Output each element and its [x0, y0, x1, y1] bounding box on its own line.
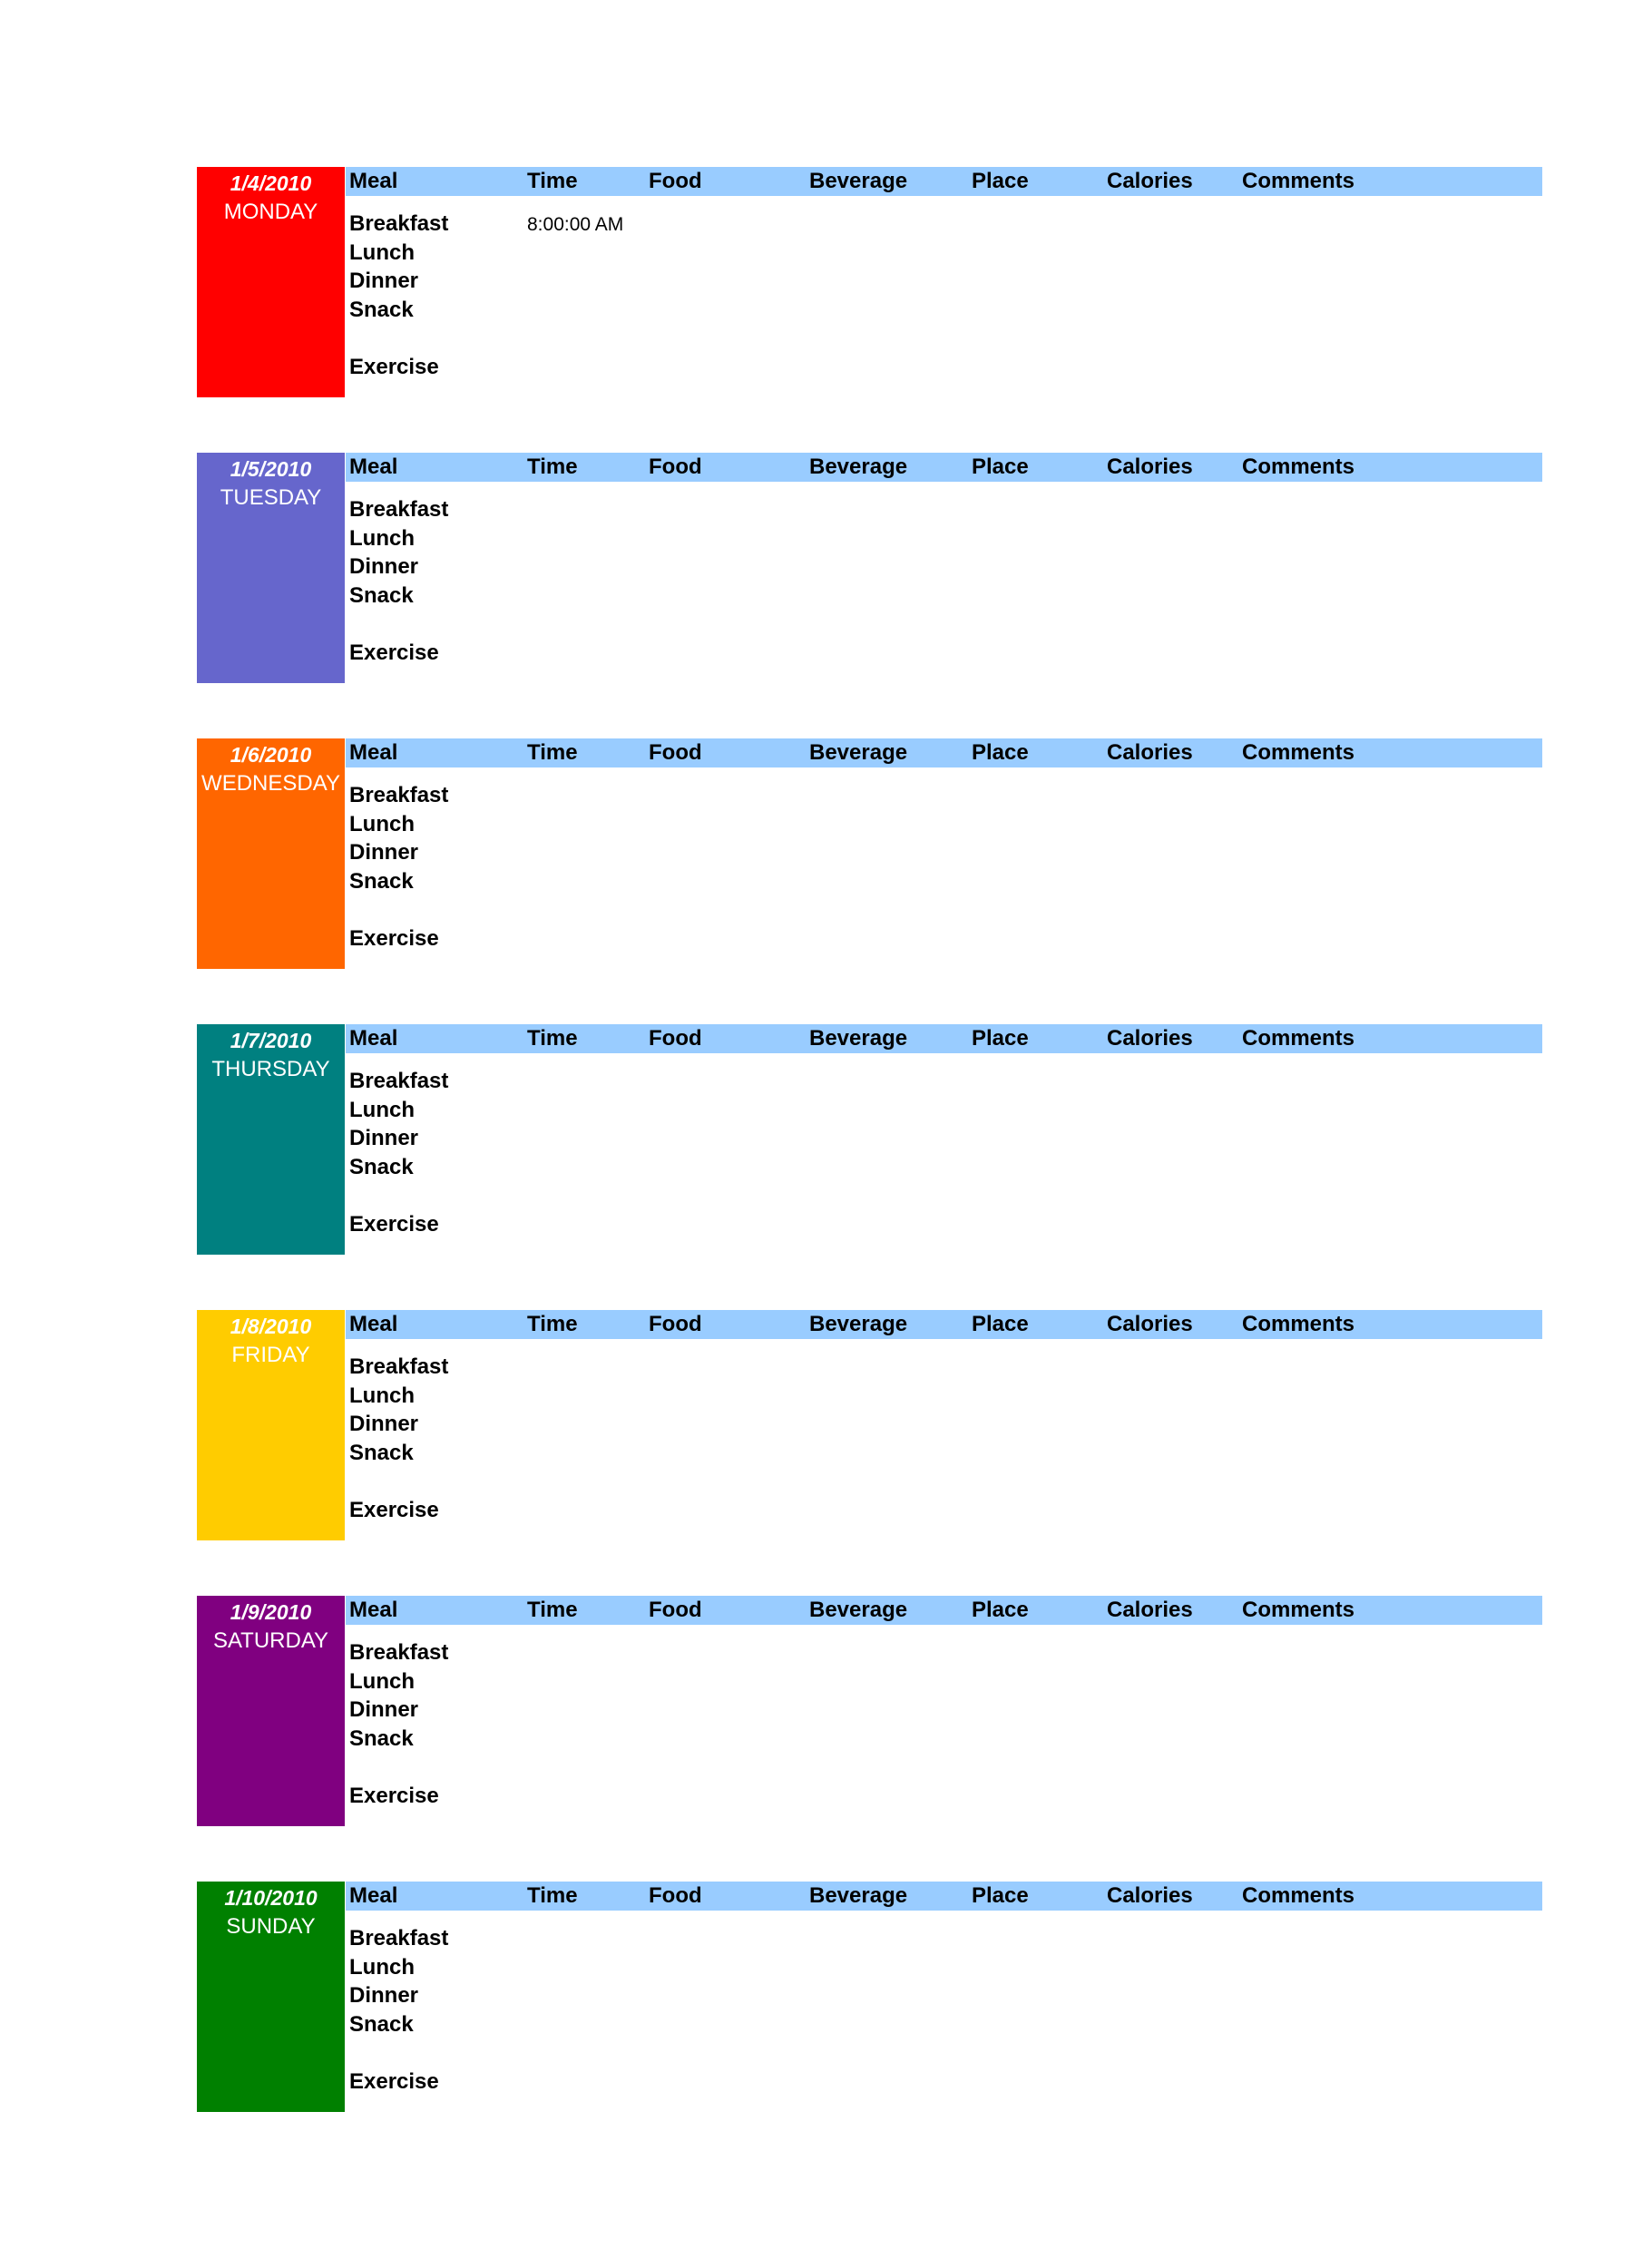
day-date: 1/4/2010: [230, 171, 312, 195]
row-dinner[interactable]: Dinner: [349, 1697, 419, 1722]
header-comments: Comments: [1242, 455, 1355, 479]
header-place: Place: [972, 1026, 1029, 1051]
header-comments: Comments: [1242, 169, 1355, 193]
header-time: Time: [527, 740, 578, 765]
column-header-row: [346, 1882, 1542, 1911]
day-date: 1/7/2010: [230, 1029, 312, 1052]
row-lunch[interactable]: Lunch: [349, 526, 415, 551]
row-snack[interactable]: Snack: [349, 2012, 414, 2037]
header-meal: Meal: [349, 1026, 398, 1051]
day-name: MONDAY: [223, 200, 318, 224]
day-cell[interactable]: [197, 1882, 345, 2112]
day-name: WEDNESDAY: [201, 771, 340, 796]
header-beverage: Beverage: [809, 1598, 908, 1622]
header-beverage: Beverage: [809, 169, 908, 193]
row-lunch[interactable]: Lunch: [349, 1955, 415, 1980]
row-dinner[interactable]: Dinner: [349, 1412, 419, 1436]
day-date: 1/6/2010: [230, 743, 312, 767]
row-exercise[interactable]: Exercise: [349, 1212, 439, 1237]
row-breakfast[interactable]: Breakfast: [349, 1926, 449, 1950]
header-comments: Comments: [1242, 1598, 1355, 1622]
row-breakfast[interactable]: Breakfast: [349, 1640, 449, 1665]
header-food: Food: [649, 455, 702, 479]
column-header-row: [346, 167, 1542, 196]
row-breakfast[interactable]: Breakfast: [349, 497, 449, 522]
row-lunch[interactable]: Lunch: [349, 240, 415, 265]
header-beverage: Beverage: [809, 1883, 908, 1908]
header-calories: Calories: [1107, 455, 1193, 479]
row-exercise[interactable]: Exercise: [349, 926, 439, 951]
header-comments: Comments: [1242, 740, 1355, 765]
header-calories: Calories: [1107, 1598, 1193, 1622]
day-name: THURSDAY: [211, 1057, 330, 1081]
row-breakfast[interactable]: Breakfast: [349, 1069, 449, 1093]
header-beverage: Beverage: [809, 1312, 908, 1336]
breakfast-time-cell[interactable]: 8:00:00 AM: [527, 214, 624, 235]
row-exercise[interactable]: Exercise: [349, 2069, 439, 2094]
header-food: Food: [649, 1026, 702, 1051]
header-calories: Calories: [1107, 1026, 1193, 1051]
header-calories: Calories: [1107, 169, 1193, 193]
header-place: Place: [972, 1883, 1029, 1908]
header-calories: Calories: [1107, 740, 1193, 765]
header-meal: Meal: [349, 1883, 398, 1908]
day-name: SUNDAY: [226, 1914, 316, 1939]
day-date: 1/9/2010: [230, 1600, 312, 1624]
row-dinner[interactable]: Dinner: [349, 840, 419, 865]
header-beverage: Beverage: [809, 740, 908, 765]
header-food: Food: [649, 1312, 702, 1336]
header-place: Place: [972, 740, 1029, 765]
row-snack[interactable]: Snack: [349, 1726, 414, 1751]
header-place: Place: [972, 169, 1029, 193]
row-snack[interactable]: Snack: [349, 298, 414, 322]
day-cell[interactable]: [197, 738, 345, 969]
header-place: Place: [972, 1312, 1029, 1336]
header-comments: Comments: [1242, 1026, 1355, 1051]
header-time: Time: [527, 1598, 578, 1622]
day-name: SATURDAY: [212, 1628, 329, 1653]
day-block-tuesday: [197, 453, 1542, 683]
day-name: FRIDAY: [231, 1343, 310, 1367]
column-header-row: [346, 1310, 1542, 1339]
row-dinner[interactable]: Dinner: [349, 1983, 419, 2008]
header-food: Food: [649, 740, 702, 765]
header-meal: Meal: [349, 1312, 398, 1336]
row-lunch[interactable]: Lunch: [349, 812, 415, 836]
header-meal: Meal: [349, 740, 398, 765]
header-time: Time: [527, 455, 578, 479]
column-header-row: [346, 1596, 1542, 1625]
header-meal: Meal: [349, 455, 398, 479]
row-breakfast[interactable]: Breakfast: [349, 783, 449, 807]
row-lunch[interactable]: Lunch: [349, 1383, 415, 1408]
day-cell[interactable]: [197, 1024, 345, 1255]
row-snack[interactable]: Snack: [349, 583, 414, 608]
day-date: 1/10/2010: [224, 1886, 318, 1910]
row-lunch[interactable]: Lunch: [349, 1098, 415, 1122]
day-cell[interactable]: [197, 453, 345, 683]
header-calories: Calories: [1107, 1312, 1193, 1336]
row-snack[interactable]: Snack: [349, 869, 414, 894]
row-lunch[interactable]: Lunch: [349, 1669, 415, 1694]
row-exercise[interactable]: Exercise: [349, 1784, 439, 1808]
column-header-row: [346, 453, 1542, 482]
header-food: Food: [649, 169, 702, 193]
row-breakfast[interactable]: Breakfast: [349, 211, 449, 236]
header-beverage: Beverage: [809, 1026, 908, 1051]
header-comments: Comments: [1242, 1312, 1355, 1336]
day-cell[interactable]: [197, 1310, 345, 1540]
column-header-row: [346, 738, 1542, 767]
header-food: Food: [649, 1883, 702, 1908]
header-beverage: Beverage: [809, 455, 908, 479]
row-dinner[interactable]: Dinner: [349, 269, 419, 293]
column-header-row: [346, 1024, 1542, 1053]
header-meal: Meal: [349, 169, 398, 193]
header-time: Time: [527, 1312, 578, 1336]
row-dinner[interactable]: Dinner: [349, 1126, 419, 1150]
header-comments: Comments: [1242, 1883, 1355, 1908]
header-place: Place: [972, 455, 1029, 479]
day-date: 1/8/2010: [230, 1315, 312, 1338]
header-time: Time: [527, 169, 578, 193]
header-time: Time: [527, 1026, 578, 1051]
day-date: 1/5/2010: [230, 457, 312, 481]
header-time: Time: [527, 1883, 578, 1908]
day-block-wednesday: [197, 738, 1542, 969]
day-cell[interactable]: [197, 1596, 345, 1826]
day-cell[interactable]: [197, 167, 345, 397]
row-breakfast[interactable]: Breakfast: [349, 1354, 449, 1379]
row-exercise[interactable]: Exercise: [349, 1498, 439, 1522]
day-name: TUESDAY: [220, 485, 322, 510]
row-exercise[interactable]: Exercise: [349, 355, 439, 379]
day-block-thursday: [197, 1024, 1542, 1255]
day-block-friday: [197, 1310, 1542, 1540]
day-block-monday: [197, 167, 1542, 397]
header-meal: Meal: [349, 1598, 398, 1622]
day-block-sunday: [197, 1882, 1542, 2112]
header-food: Food: [649, 1598, 702, 1622]
row-exercise[interactable]: Exercise: [349, 640, 439, 665]
header-place: Place: [972, 1598, 1029, 1622]
row-dinner[interactable]: Dinner: [349, 554, 419, 579]
header-calories: Calories: [1107, 1883, 1193, 1908]
day-block-saturday: [197, 1596, 1542, 1826]
row-snack[interactable]: Snack: [349, 1155, 414, 1179]
row-snack[interactable]: Snack: [349, 1441, 414, 1465]
